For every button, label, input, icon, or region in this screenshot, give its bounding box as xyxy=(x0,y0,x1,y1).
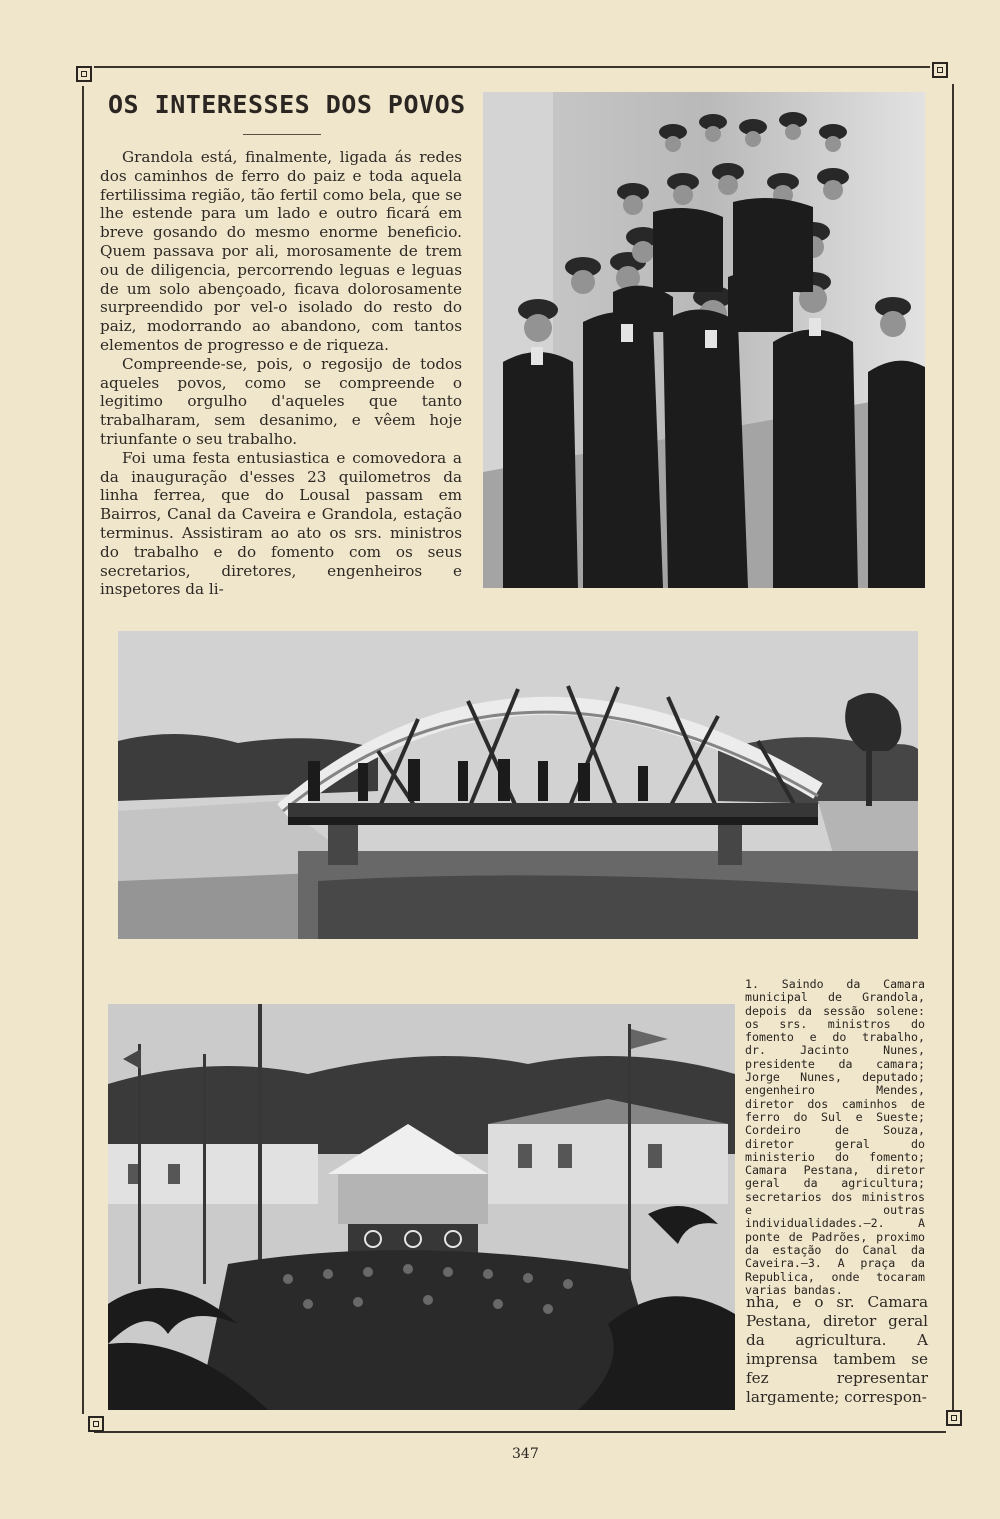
corner-ornament-icon xyxy=(946,1410,962,1426)
article-body xyxy=(100,148,462,599)
photo-caption: 1. Saindo da Camara municipal de Grandola, depois da sessão solene: os srs. ministros do fomento e do trabalho, dr. Jacinto Nunes, presidente da camara; Jorge Nunes, deputado; engenheiro Mendes, diretor dos caminhos de ferro do Sul e Sueste; Cordeiro de Souza, diretor geral do ministerio do fomento; Camara Pestana, diretor geral da agricultura; secretarios dos ministros e outras individualidades.—2. A ponte de Padrões, proximo da estação do Canal da Caveira.—3. A praça da Republica, onde tocaram varias bandas. xyxy=(745,977,925,1297)
article-continuation xyxy=(746,1293,928,1407)
article-paragraph: Grandola está, finalmente, ligada ás redes dos caminhos de ferro do paiz e toda aquela fertilissima região, tão fertil como bela, que se lhe estende para um lado e outro ficará em breve gosando do mesmo enorme beneficio. Quem passava por ali, morosamente de trem ou de diligencia, percorrendo leguas e leguas de um solo abençoado, ficava dolorosamente surpreendido por vel-o isolado do resto do paiz, modorrando ao abandono, com tantos elementos de progresso e de riqueza. xyxy=(100,148,462,354)
title-divider xyxy=(243,134,321,135)
article-paragraph: Compreende-se, pois, o regosijo de todos aqueles povos, como se compreende o legitimo orgulho d'aqueles que tanto trabalharam, sem desanimo, e vêem hoje triunfante o seu trabalho. xyxy=(100,354,462,448)
photo-officials-group xyxy=(483,92,925,588)
corner-ornament-icon xyxy=(76,66,92,82)
corner-ornament-icon xyxy=(88,1416,104,1432)
photo-praca-republica xyxy=(108,1004,735,1410)
frame-rule-left xyxy=(82,86,84,1414)
article-paragraph: Foi uma festa entusiastica e comovedora a da inauguração d'esses 23 quilometros da linha ferrea, que do Lousal passam em Bairros, Canal da Caveira e Grandola, estação terminus. Assistiram ao ato os srs. ministros do trabalho e do fomento com os seus secretarios, diretores, engenheiros e inspetores da li- xyxy=(100,448,462,599)
article-title: OS INTERESSES DOS POVOS xyxy=(108,90,466,119)
photo-padroes-bridge xyxy=(118,631,918,939)
page-number: 347 xyxy=(512,1446,539,1462)
article-paragraph: nha, e o sr. Camara Pestana, diretor geral da agricultura. A imprensa tambem se fez representar largamente; correspon- xyxy=(746,1293,928,1406)
frame-rule-bottom xyxy=(94,1431,946,1433)
frame-rule-top xyxy=(94,66,930,68)
corner-ornament-icon xyxy=(932,62,948,78)
frame-rule-right xyxy=(952,84,954,1414)
